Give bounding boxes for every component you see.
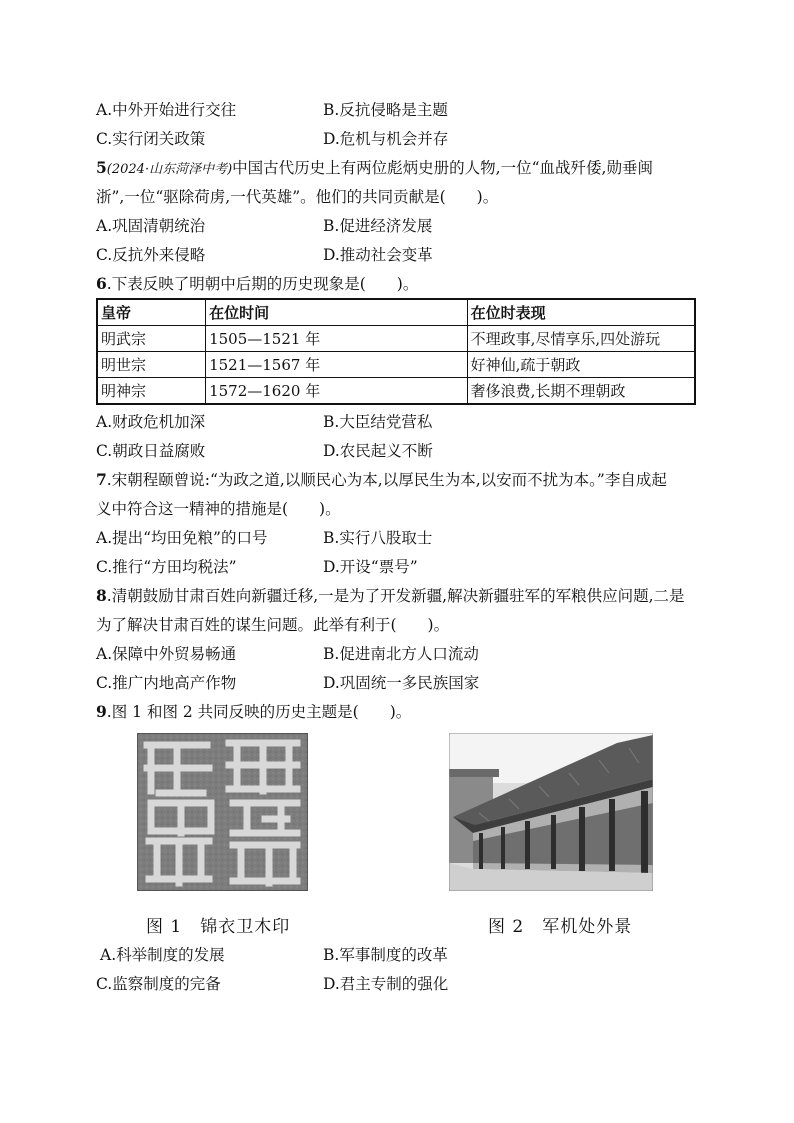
q4-option-d: D.危机与机会并存 <box>323 130 449 148</box>
table-cell: 明武宗 <box>97 326 206 352</box>
table-row <box>97 378 695 405</box>
q9-stem-text: .图 1 和图 2 共同反映的历史主题是( )。 <box>106 703 412 721</box>
figure-1-seal-image <box>137 733 308 891</box>
q8-number: 8 <box>96 586 107 605</box>
q5-option-c: C.反抗外来侵略 <box>96 246 206 264</box>
emperor-table <box>96 298 696 405</box>
q9-option-a: A.科举制度的发展 <box>100 946 225 964</box>
table-cell: 奢侈浪费,长期不理朝政 <box>467 378 695 405</box>
table-row <box>97 326 695 352</box>
q7-stem-text: .宋朝程颐曾说:“为政之道,以顺民心为本,以厚民生为本,以安而不扰为本。”李自成起 <box>106 471 667 489</box>
table-header-cell: 在位时间 <box>206 299 468 326</box>
figure-2-caption: 图 2 军机处外景 <box>488 917 633 937</box>
figure-1-caption: 图 1 锦衣卫木印 <box>146 917 291 937</box>
q7-number: 7 <box>96 470 107 489</box>
q8-option-d: D.巩固统一多民族国家 <box>323 674 480 692</box>
q5-option-b: B.促进经济发展 <box>323 217 433 235</box>
q6-option-a: A.财政危机加深 <box>96 413 206 431</box>
q5-number: 5 <box>96 158 107 177</box>
q8-option-a: A.保障中外贸易畅通 <box>96 645 237 663</box>
q9-number: 9 <box>96 702 107 721</box>
q7-option-b: B.实行八股取士 <box>323 529 433 547</box>
q7-option-c: C.推行“方田均税法” <box>96 558 237 576</box>
q5-stem-text: 中国古代历史上有两位彪炳史册的人物,一位“血战歼倭,勋垂闽 <box>232 159 653 177</box>
q9-option-b: B.军事制度的改革 <box>323 946 448 964</box>
q7-stem-line2: 义中符合这一精神的措施是( )。 <box>96 500 341 518</box>
q8-stem-line2: 为了解决甘肃百姓的谋生问题。此举有利于( )。 <box>96 616 450 634</box>
q5-stem-line2: 浙”,一位“驱除荷虏,一代英雄”。他们的共同贡献是( )。 <box>96 188 499 206</box>
table-cell: 不理政事,尽情享乐,四处游玩 <box>467 326 695 352</box>
q4-option-a: A.中外开始进行交往 <box>96 101 237 119</box>
table-cell: 明世宗 <box>97 352 206 378</box>
q6-number: 6 <box>96 274 107 293</box>
q6-stem-text: .下表反映了明朝中后期的历史现象是( )。 <box>106 275 419 293</box>
table-header-cell: 皇帝 <box>97 299 206 326</box>
table-row <box>97 352 695 378</box>
q8-stem-text: .清朝鼓励甘肃百姓向新疆迁移,一是为了开发新疆,解决新疆驻军的军粮供应问题,二是 <box>106 587 685 605</box>
q5-stem-line1 <box>96 157 706 181</box>
table-cell: 好神仙,疏于朝政 <box>467 352 695 378</box>
q6-option-c: C.朝政日益腐败 <box>96 442 206 460</box>
q8-option-c: C.推广内地高产作物 <box>96 674 237 692</box>
table-header-cell: 在位时表现 <box>467 299 695 326</box>
q5-source: (2024·山东菏泽中考) <box>106 162 233 177</box>
q7-stem-line1 <box>96 469 706 491</box>
q8-stem-line1 <box>96 585 706 607</box>
q7-option-d: D.开设“票号” <box>323 558 418 576</box>
q6-option-b: B.大臣结党营私 <box>323 413 433 431</box>
figure-2-building-image <box>449 733 653 891</box>
q8-option-b: B.促进南北方人口流动 <box>323 645 479 663</box>
q9-stem <box>96 701 706 723</box>
q4-option-c: C.实行闭关政策 <box>96 130 206 148</box>
q5-option-d: D.推动社会变革 <box>323 246 433 264</box>
q5-option-a: A.巩固清朝统治 <box>96 217 206 235</box>
table-header-row <box>97 299 695 326</box>
q6-option-d: D.农民起义不断 <box>323 442 433 460</box>
q6-stem <box>96 273 706 295</box>
table-cell: 1521—1567 年 <box>206 352 468 378</box>
q4-option-b: B.反抗侵略是主题 <box>323 101 448 119</box>
q9-option-d: D.君主专制的强化 <box>323 975 449 993</box>
table-cell: 1572—1620 年 <box>206 378 468 405</box>
q9-option-c: C.监察制度的完备 <box>96 975 221 993</box>
table-cell: 明神宗 <box>97 378 206 405</box>
table-cell: 1505—1521 年 <box>206 326 468 352</box>
q7-option-a: A.提出“均田免粮”的口号 <box>96 529 268 547</box>
